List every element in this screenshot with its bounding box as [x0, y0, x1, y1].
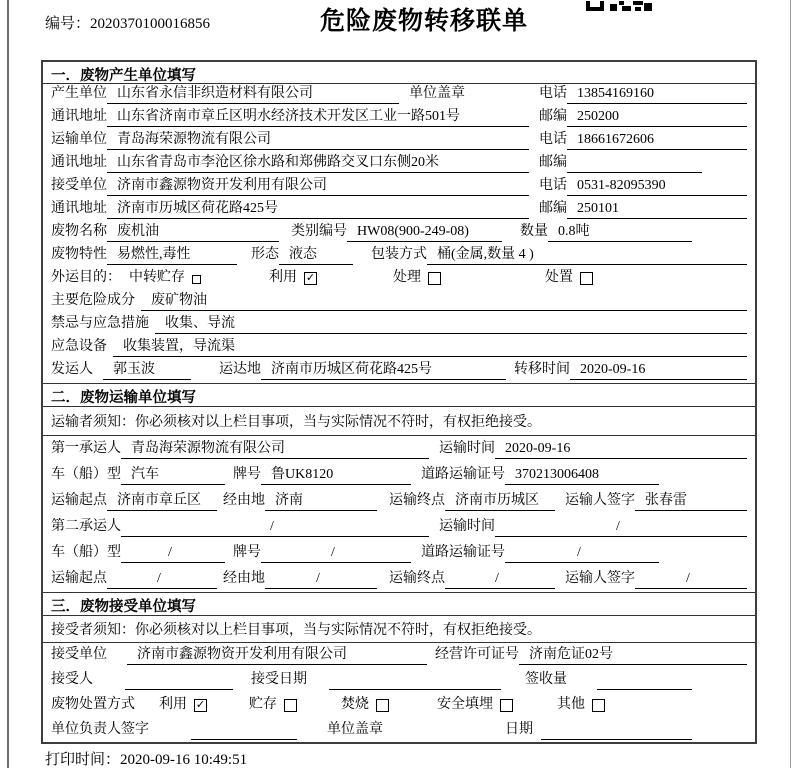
carrier2-label: 第二承运人 — [51, 519, 121, 534]
receive-zip-label: 邮编 — [539, 201, 567, 216]
row-disposal-method — [43, 693, 755, 718]
end2-value: / — [445, 571, 555, 589]
taboo-value: 收集、导流 — [155, 312, 747, 334]
purpose-transfer-storage-label: 中转贮存 — [129, 270, 185, 285]
transport-addr-label: 通讯地址 — [51, 155, 107, 170]
taboo-label: 禁忌与应急措施 — [51, 316, 149, 331]
disposal-storage-label: 贮存 — [249, 697, 277, 712]
row-receiver-unit — [43, 643, 755, 668]
plate1-label: 牌号 — [233, 467, 261, 482]
serial-label: 编号： — [45, 16, 91, 32]
section-receiver-title: 三．废物接受单位填写 — [43, 592, 755, 616]
transport-time2-value: / — [495, 519, 747, 537]
row-hazard-component — [43, 291, 755, 314]
transport-zip-value — [567, 156, 702, 173]
print-time-label: 打印时间： — [45, 752, 121, 768]
equip-value: 收集装置，导流渠 — [113, 335, 747, 357]
transport-unit-label: 运输单位 — [51, 132, 107, 147]
receiver-notice: 接受者须知：你必须核对以上栏目事项，当与实际情况不符时，有权拒绝接受。 — [43, 616, 755, 643]
waste-name-value: 废机油 — [107, 220, 279, 242]
row-route1 — [43, 488, 755, 514]
permit-label: 经营许可证号 — [435, 647, 519, 662]
carrier1-label: 第一承运人 — [51, 441, 121, 456]
waste-name-label: 废物名称 — [51, 224, 107, 239]
producer-phone-value: 13854169160 — [567, 86, 747, 104]
disposal-use-checkbox: ✓ — [195, 699, 206, 711]
category-value: HW08(900-249-08) — [347, 224, 502, 242]
row-route2 — [43, 566, 755, 592]
row-consignor — [43, 360, 755, 383]
receive-phone-value: 0531-82095390 — [567, 178, 747, 196]
sign-date-label: 日期 — [505, 722, 533, 737]
row-transport-unit — [43, 130, 755, 153]
plate1-value: 鲁UK8120 — [261, 463, 411, 485]
row-receive-address — [43, 199, 755, 222]
producer-addr-label: 通讯地址 — [51, 109, 107, 124]
receiver-label: 接受人 — [51, 672, 93, 687]
produce-unit-value: 山东省永信非织造材料有限公司 — [107, 82, 399, 104]
disposal-label: 废物处置方式 — [51, 697, 135, 712]
vehicle1-value: 汽车 — [121, 463, 225, 485]
trait-value: 易燃性,毒性 — [107, 243, 237, 265]
plate2-value: / — [261, 545, 411, 563]
permit-value: 济南危证02号 — [519, 643, 747, 665]
unit-seal-label: 单位盖章 — [409, 86, 465, 101]
package-label: 包装方式 — [371, 247, 427, 262]
dest-value: 济南市历城区荷花路425号 — [261, 358, 506, 380]
equip-label: 应急设备 — [51, 339, 107, 354]
section-producer — [43, 62, 755, 383]
transfer-time-label: 转移时间 — [514, 362, 570, 377]
row-manager-signature — [43, 718, 755, 743]
section-transporter-title: 二．废物运输单位填写 — [43, 383, 755, 407]
disposal-use-label: 利用 — [159, 697, 187, 712]
end2-label: 运输终点 — [389, 571, 445, 586]
purpose-treat-label: 处理 — [393, 270, 421, 285]
sign1-label: 运输人签字 — [565, 493, 635, 508]
transfer-manifest-form — [41, 60, 757, 744]
origin2-value: / — [107, 571, 217, 589]
transfer-time-value: 2020-09-16 — [570, 362, 747, 380]
road-permit1-label: 道路运输证号 — [421, 467, 505, 482]
dest-label: 运达地 — [219, 362, 261, 377]
disposal-storage-checkbox — [284, 699, 297, 712]
page-title: 危险废物转移联单 — [319, 7, 528, 35]
receive-unit-value: 济南市鑫源物资开发利用有限公司 — [107, 174, 529, 196]
print-time-value: 2020-09-16 10:49:51 — [120, 752, 248, 768]
origin2-label: 运输起点 — [51, 571, 107, 586]
via2-value: / — [265, 571, 377, 589]
transport-phone-value: 18661672606 — [567, 132, 747, 150]
end1-value: 济南市历城区 — [445, 489, 555, 511]
hazard-label: 主要危险成分 — [51, 293, 135, 308]
road-permit2-value: / — [505, 545, 659, 563]
purpose-dispose-checkbox — [580, 272, 593, 285]
transport-time1-label: 运输时间 — [439, 441, 495, 456]
receiver-unit-label: 接受单位 — [51, 647, 107, 662]
sign2-label: 运输人签字 — [565, 571, 635, 586]
row-transport-address — [43, 153, 755, 176]
purpose-transfer-storage-checkbox — [192, 275, 201, 284]
consignor-label: 发运人 — [51, 362, 93, 377]
page-edge-shadow-left — [7, 0, 9, 768]
row-waste-name — [43, 222, 755, 245]
hazard-value: 废矿物油 — [141, 289, 747, 311]
state-label: 形态 — [251, 247, 279, 262]
origin1-label: 运输起点 — [51, 493, 107, 508]
package-value: 桶(金属,数量 4 ) — [427, 243, 747, 265]
origin1-value: 济南市章丘区 — [107, 489, 217, 511]
row-taboo-measures — [43, 314, 755, 337]
purpose-treat-checkbox — [428, 272, 441, 285]
receive-addr-value: 济南市历城区荷花路425号 — [107, 197, 529, 219]
section-transporter — [43, 383, 755, 592]
via2-label: 经由地 — [223, 571, 265, 586]
receive-zip-value: 250101 — [567, 201, 747, 219]
end1-label: 运输终点 — [389, 493, 445, 508]
row-carrier2 — [43, 514, 755, 540]
transport-time1-value: 2020-09-16 — [495, 441, 747, 459]
received-qty-label: 签收量 — [525, 672, 567, 687]
transport-zip-label: 邮编 — [539, 155, 567, 170]
receive-date-value — [329, 673, 501, 690]
receive-date-label: 接受日期 — [251, 672, 307, 687]
receive-addr-label: 通讯地址 — [51, 201, 107, 216]
row-emergency-equipment — [43, 337, 755, 360]
quantity-label: 数量 — [520, 224, 548, 239]
qr-code-fragment-icon — [586, 0, 652, 16]
receive-unit-label: 接受单位 — [51, 178, 107, 193]
serial-value: 2020370100016856 — [90, 16, 211, 32]
disposal-other-label: 其他 — [557, 697, 585, 712]
carrier2-value: / — [121, 519, 429, 537]
producer-phone-label: 电话 — [539, 86, 567, 101]
manager-sign-value — [191, 723, 297, 740]
vehicle2-label: 车（船）型 — [51, 545, 121, 560]
road-permit2-label: 道路运输证号 — [421, 545, 505, 560]
receiver-seal-label: 单位盖章 — [327, 722, 383, 737]
receive-phone-label: 电话 — [539, 178, 567, 193]
document-header — [0, 0, 796, 60]
consignor-value: 郭玉波 — [103, 358, 191, 380]
sign1-value: 张春雷 — [635, 489, 747, 511]
purpose-use-label: 利用 — [269, 270, 297, 285]
section-receiver — [43, 592, 755, 743]
receiver-unit-value: 济南市鑫源物资开发利用有限公司 — [127, 643, 427, 665]
produce-unit-label: 产生单位 — [51, 86, 107, 101]
quantity-value: 0.8吨 — [548, 220, 692, 242]
category-label: 类别编号 — [291, 224, 347, 239]
sign-date-value — [541, 723, 692, 740]
transport-time2-label: 运输时间 — [439, 519, 495, 534]
via1-label: 经由地 — [223, 493, 265, 508]
print-time-line — [45, 748, 247, 769]
section-producer-title: 一．废物产生单位填写 — [43, 62, 755, 84]
received-qty-value — [597, 673, 692, 690]
purpose-label: 外运目的： — [51, 270, 121, 285]
producer-addr-value: 山东省济南市章丘区明水经济技术开发区工业一路501号 — [107, 105, 529, 127]
transport-addr-value: 山东省青岛市李沧区徐水路和郑佛路交叉口东侧20米 — [107, 151, 529, 173]
row-receive-unit — [43, 176, 755, 199]
vehicle1-label: 车（船）型 — [51, 467, 121, 482]
manager-sign-label: 单位负责人签字 — [51, 722, 149, 737]
row-transfer-purpose — [43, 268, 755, 291]
producer-zip-label: 邮编 — [539, 109, 567, 124]
purpose-dispose-label: 处置 — [545, 270, 573, 285]
via1-value: 济南 — [265, 489, 377, 511]
transporter-notice: 运输者须知：你必须核对以上栏目事项，当与实际情况不符时，有权拒绝接受。 — [43, 407, 755, 436]
disposal-other-checkbox — [592, 699, 605, 712]
transport-phone-label: 电话 — [539, 132, 567, 147]
row-vehicle2 — [43, 540, 755, 566]
receiver-value — [125, 673, 233, 690]
row-waste-trait — [43, 245, 755, 268]
carrier1-value: 青岛海荣源物流有限公司 — [121, 437, 429, 459]
vehicle2-value: / — [121, 545, 225, 563]
disposal-landfill-label: 安全填埋 — [437, 697, 493, 712]
row-producer-address — [43, 107, 755, 130]
purpose-use-checkbox: ✓ — [305, 272, 316, 284]
transport-unit-value: 青岛海荣源物流有限公司 — [107, 128, 529, 150]
sign2-value: / — [635, 571, 747, 589]
trait-label: 废物特性 — [51, 247, 107, 262]
row-vehicle1 — [43, 462, 755, 488]
state-value: 液态 — [279, 243, 353, 265]
page-edge-line-right — [790, 0, 791, 768]
disposal-landfill-checkbox — [500, 699, 513, 712]
disposal-incinerate-label: 焚烧 — [341, 697, 369, 712]
producer-zip-value: 250200 — [567, 109, 747, 127]
road-permit1-value: 370213006408 — [505, 467, 659, 485]
row-carrier1 — [43, 436, 755, 462]
disposal-incinerate-checkbox — [376, 699, 389, 712]
row-receiver-person — [43, 668, 755, 693]
plate2-label: 牌号 — [233, 545, 261, 560]
row-produce-unit — [43, 84, 755, 107]
